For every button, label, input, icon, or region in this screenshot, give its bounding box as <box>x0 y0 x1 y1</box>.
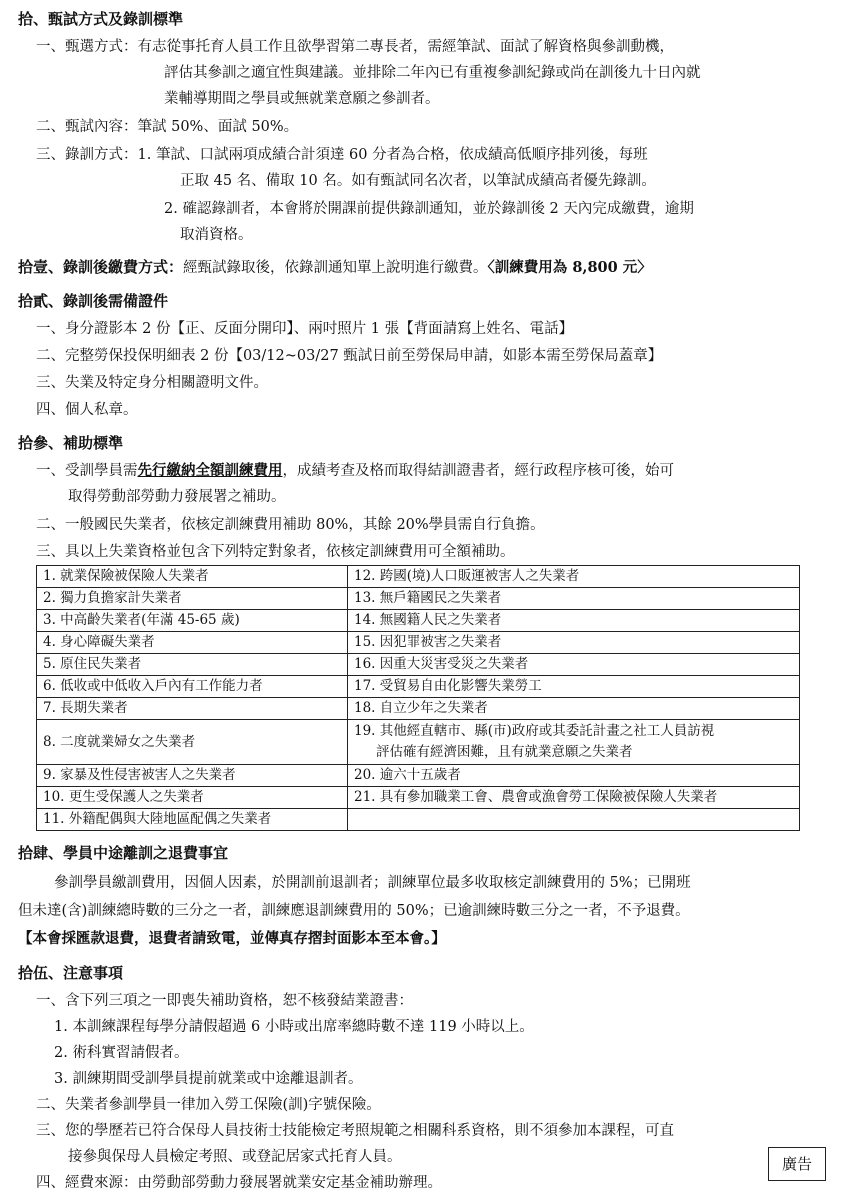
eligibility-table <box>36 565 800 831</box>
s10-line-7: 2. 確認錄訓者，本會將於開課前提供錄訓通知，並於錄訓後 2 天內完成繳費，逾期 <box>164 201 694 217</box>
table-cell: 14. 無國籍人民之失業者 <box>348 610 800 632</box>
s12-line-1: 一、身分證影本 2 份【正、反面分開印】、兩吋照片 1 張【背面請寫上姓名、電話】 <box>36 321 574 337</box>
s10-line-5: 三、錄訓方式：1. 筆試、口試兩項成績合計須達 60 分者為合格，依成績高低順序排列後，每班 <box>36 147 648 163</box>
table-row <box>37 632 800 654</box>
section-11-line <box>18 256 652 279</box>
table-cell: 17. 受貿易自由化影響失業勞工 <box>348 676 800 698</box>
table-cell: 15. 因犯罪被害之失業者 <box>348 632 800 654</box>
s10-line-4: 二、甄試內容：筆試 50%、面試 50%。 <box>36 119 299 135</box>
table-cell: 12. 跨國(境)人口販運被害人之失業者 <box>348 566 800 588</box>
section-13-title: 拾參、補助標準 <box>18 434 124 452</box>
table-cell: 6. 低收或中低收入戶內有工作能力者 <box>37 676 348 698</box>
ad-label-button[interactable]: 廣告 <box>768 1147 826 1181</box>
s15-line-5: 二、失業者參訓學員一律加入勞工保險(訓)字號保險。 <box>36 1097 381 1113</box>
s13-line-1-start: 一、受訓學員需 <box>36 463 138 479</box>
s14-line-3: 【本會採匯款退費，退費者請致電，並傳真存摺封面影本至本會。】 <box>18 930 446 947</box>
table-row <box>37 765 800 787</box>
s13-line-2: 取得勞動部勞動力發展署之補助。 <box>68 489 286 505</box>
s13-line-3: 二、一般國民失業者，依核定訓練費用補助 80%，其餘 20%學員需自行負擔。 <box>36 517 545 533</box>
table-row <box>37 654 800 676</box>
s15-line-4: 3. 訓練期間受訓學員提前就業或中途離退訓者。 <box>54 1071 363 1087</box>
table-cell: 1. 就業保險被保險人失業者 <box>37 566 348 588</box>
table-cell <box>348 720 800 765</box>
table-row <box>37 720 800 765</box>
table-row <box>37 676 800 698</box>
table-cell: 9. 家暴及性侵害被害人之失業者 <box>37 765 348 787</box>
table-row <box>37 566 800 588</box>
s15-line-7: 接參與保母人員檢定考照、或登記居家式托育人員。 <box>68 1149 402 1165</box>
s15-line-8: 四、經費來源：由勞動部勞動力發展署就業安定基金補助辦理。 <box>36 1175 442 1191</box>
s15-line-6: 三、您的學歷若已符合保母人員技術士技能檢定考照規範之相關科系資格，則不須參加本課程，可直 <box>36 1123 674 1139</box>
table-row <box>37 787 800 809</box>
table-cell: 8. 二度就業婦女之失業者 <box>37 720 348 765</box>
table-cell: 16. 因重大災害受災之失業者 <box>348 654 800 676</box>
s13-emphasis: 先行繳納全額訓練費用 <box>137 462 283 479</box>
training-fee: 〈訓練費用為 8,800 元〉 <box>487 259 652 276</box>
table-cell: 10. 更生受保護人之失業者 <box>37 787 348 809</box>
table-cell: 2. 獨力負擔家計失業者 <box>37 588 348 610</box>
table-cell: 21. 具有參加職業工會、農會或漁會勞工保險被保險人失業者 <box>348 787 800 809</box>
s15-line-3: 2. 術科實習請假者。 <box>54 1045 189 1061</box>
table-row <box>37 698 800 720</box>
section-11-text: 經甄試錄取後，依錄訓通知單上說明進行繳費。 <box>183 260 488 276</box>
s10-line-3: 業輔導期間之學員或無就業意願之參訓者。 <box>164 91 440 107</box>
table-cell: 7. 長期失業者 <box>37 698 348 720</box>
table-row <box>37 588 800 610</box>
section-11-title: 拾壹、錄訓後繳費方式： <box>18 258 184 276</box>
s12-line-4: 四、個人私章。 <box>36 402 138 418</box>
table-cell-line: 評估確有經濟困難，且有就業意願之失業者 <box>376 744 633 760</box>
table-cell-line: 19. 其他經直轄市、縣(市)政府或其委託計畫之社工人員訪視 <box>354 723 715 739</box>
section-14-title: 拾肆、學員中途離訓之退費事宜 <box>18 844 229 862</box>
table-cell: 3. 中高齡失業者(年滿 45-65 歲) <box>37 610 348 632</box>
s10-line-2: 評估其參訓之適宜性與建議。並排除二年內已有重複參訓紀錄或尚在訓後九十日內就 <box>164 65 701 81</box>
table-cell: 4. 身心障礙失業者 <box>37 632 348 654</box>
s12-line-2: 二、完整勞保投保明細表 2 份【03/12~03/27 甄試日前至勞保局申請，如影本需至勞保局蓋章】 <box>36 348 663 364</box>
table-cell: 5. 原住民失業者 <box>37 654 348 676</box>
section-12-title: 拾貳、錄訓後需備證件 <box>18 292 169 310</box>
table-cell: 11. 外籍配偶與大陸地區配偶之失業者 <box>37 809 348 831</box>
table-row <box>37 610 800 632</box>
s10-line-1: 一、甄選方式：有志從事托育人員工作且欲學習第二專長者，需經筆試、面試了解資格與參訓動機， <box>36 39 674 55</box>
s10-line-6: 正取 45 名、備取 10 名。如有甄試同名次者，以筆試成績高者優先錄訓。 <box>180 173 656 189</box>
table-row <box>37 809 800 831</box>
section-15-title: 拾伍、注意事項 <box>18 964 124 982</box>
section-10-title: 拾、甄試方式及錄訓標準 <box>18 10 184 28</box>
s13-line-1 <box>36 460 674 482</box>
s13-line-1-end: ，成績考查及格而取得結訓證書者，經行政程序核可後，始可 <box>282 463 674 479</box>
s12-line-3: 三、失業及特定身分相關證明文件。 <box>36 375 268 391</box>
s14-line-2: 但未達(含)訓練總時數的三分之一者，訓練應退訓練費用的 50%；已逾訓練時數三分之一者，不予退費。 <box>18 903 690 919</box>
table-cell: 18. 自立少年之失業者 <box>348 698 800 720</box>
s15-line-2: 1. 本訓練課程每學分請假超過 6 小時或出席率總時數不達 119 小時以上。 <box>54 1019 534 1035</box>
table-cell <box>348 809 800 831</box>
s15-line-1: 一、含下列三項之一即喪失補助資格，恕不核發結業證書： <box>36 993 413 1009</box>
s13-line-4: 三、具以上失業資格並包含下列特定對象者，依核定訓練費用可全額補助。 <box>36 544 515 560</box>
table-cell: 13. 無戶籍國民之失業者 <box>348 588 800 610</box>
s14-line-1: 參訓學員繳訓費用，因個人因素，於開訓前退訓者；訓練單位最多收取核定訓練費用的 5%；已開班 <box>54 875 691 891</box>
s10-line-8: 取消資格。 <box>180 227 253 243</box>
table-cell: 20. 逾六十五歲者 <box>348 765 800 787</box>
